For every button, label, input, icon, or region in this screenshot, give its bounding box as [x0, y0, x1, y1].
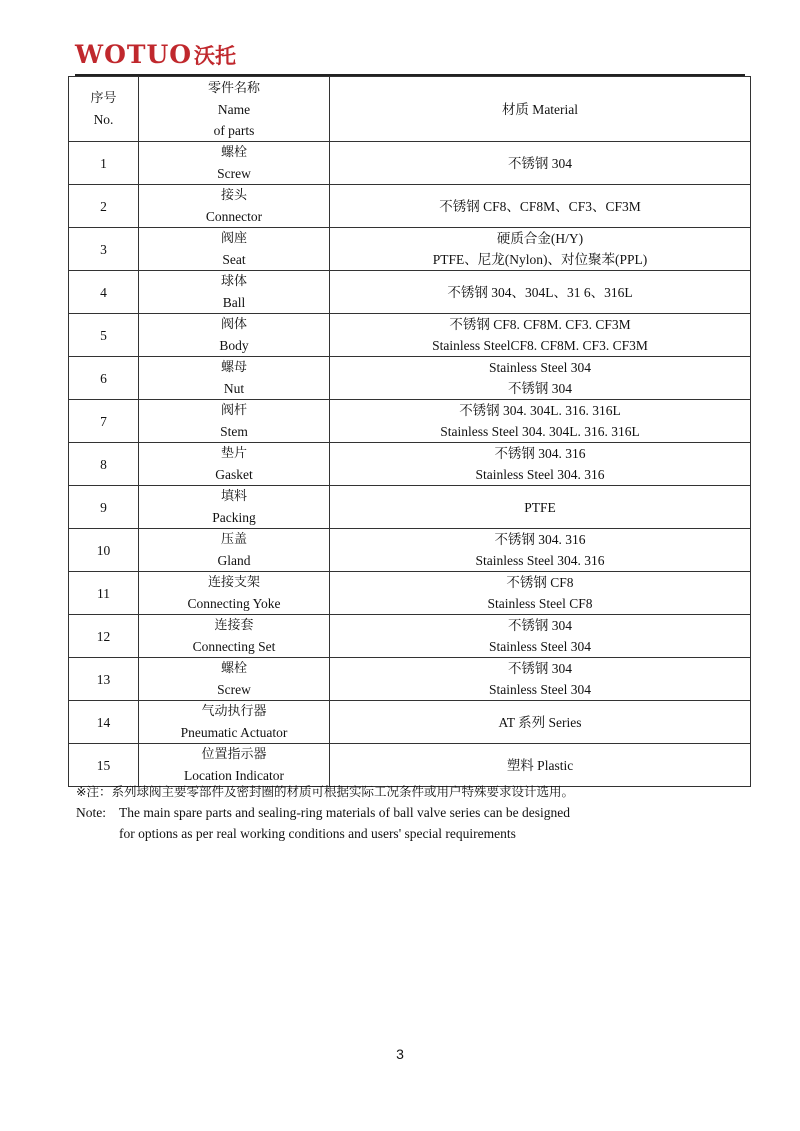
part-name-cn: 阀座: [220, 231, 247, 246]
part-number-cell: [69, 443, 139, 486]
part-name-en: Screw: [217, 682, 251, 697]
material-line: 不锈钢 304. 316: [494, 532, 586, 547]
part-number-cell: [69, 615, 139, 658]
part-name-en: Seat: [222, 252, 246, 267]
table-header-row: [69, 77, 751, 142]
part-name-cn: 球体: [220, 274, 247, 289]
part-number: 5: [100, 327, 107, 343]
part-number-cell: [69, 185, 139, 228]
material-cell: [330, 443, 751, 486]
part-number-cell: [69, 271, 139, 314]
material-line: Stainless Steel CF8: [487, 596, 593, 611]
notes-section: [76, 781, 756, 844]
material-line: PTFE、尼龙(Nylon)、对位聚苯(PPL): [432, 252, 648, 267]
part-number-cell: [69, 142, 139, 185]
page-number: 3: [396, 1046, 404, 1062]
header-name-en-2: of parts: [213, 122, 255, 138]
part-number-cell: [69, 228, 139, 271]
table-row: [69, 572, 751, 615]
part-name-cn: 连接套: [214, 618, 254, 633]
part-number: 12: [96, 628, 111, 644]
part-name-cn: 连接支架: [207, 575, 260, 590]
material-cell: [330, 529, 751, 572]
material-cell: [330, 228, 751, 271]
material-cell: [330, 185, 751, 228]
material-line: Stainless SteelCF8. CF8M. CF3. CF3M: [432, 338, 648, 353]
part-name-cell: [139, 357, 330, 400]
brand-name-chinese: 沃托: [194, 44, 237, 68]
part-name-en: Pneumatic Actuator: [180, 725, 288, 740]
part-name-cn: 螺栓: [220, 145, 247, 160]
part-name-en: Stem: [220, 424, 248, 439]
header-name-cell: [139, 77, 330, 142]
part-number: 14: [96, 714, 111, 730]
part-name-cell: [139, 615, 330, 658]
material-cell: [330, 658, 751, 701]
material-line: 不锈钢 CF8、CF8M、CF3、CF3M: [439, 198, 641, 214]
part-name-cell: [139, 185, 330, 228]
material-cell: [330, 486, 751, 529]
material-line: Stainless Steel 304: [489, 360, 591, 375]
material-line: Stainless Steel 304. 316: [475, 553, 605, 568]
part-name-cn: 接头: [220, 188, 247, 203]
part-name-cell: [139, 443, 330, 486]
part-name-en: Gland: [217, 553, 251, 568]
material-line: 不锈钢 304: [507, 155, 573, 171]
part-number-cell: [69, 701, 139, 744]
part-name-cell: [139, 529, 330, 572]
part-name-cell: [139, 271, 330, 314]
material-line: 不锈钢 304: [507, 618, 573, 633]
table-row: [69, 443, 751, 486]
brand-logo: [75, 40, 236, 70]
header-no-cn: 序号: [90, 91, 117, 106]
material-cell: [330, 615, 751, 658]
header-name-en-1: Name: [217, 101, 251, 117]
material-line: 不锈钢 304. 316: [494, 446, 586, 461]
material-line: Stainless Steel 304: [489, 682, 591, 697]
material-cell: [330, 701, 751, 744]
part-name-en: Ball: [222, 295, 246, 310]
table-row: [69, 271, 751, 314]
part-number-cell: [69, 572, 139, 615]
part-name-cell: [139, 400, 330, 443]
table-row: [69, 185, 751, 228]
part-name-cn: 位置指示器: [201, 747, 267, 762]
part-name-cn: 垫片: [220, 446, 247, 461]
table-row: [69, 701, 751, 744]
part-number: 11: [97, 585, 110, 601]
part-name-en: Location Indicator: [183, 768, 285, 783]
part-name-cell: [139, 701, 330, 744]
part-number-cell: [69, 314, 139, 357]
part-number: 10: [96, 542, 111, 558]
part-name-en: Connecting Set: [192, 639, 276, 654]
material-line: 不锈钢 CF8: [506, 575, 574, 590]
part-name-en: Gasket: [215, 467, 253, 482]
part-name-cell: [139, 572, 330, 615]
table-row: [69, 400, 751, 443]
material-cell: [330, 142, 751, 185]
part-name-cn: 阀体: [220, 317, 247, 332]
material-cell: [330, 572, 751, 615]
part-number: 1: [100, 155, 107, 171]
parts-material-table: [68, 76, 751, 787]
material-line: PTFE: [524, 499, 556, 515]
material-line: 硬质合金(H/Y): [496, 231, 584, 246]
material-line: AT 系列 Series: [498, 714, 582, 730]
brand-name-latin: WOTUO: [75, 40, 193, 69]
part-name-cell: [139, 314, 330, 357]
part-number-cell: [69, 658, 139, 701]
part-name-cell: [139, 486, 330, 529]
part-number: 8: [100, 456, 107, 472]
note-english-text-1: The main spare parts and sealing-ring materials of ball valve series can be designed: [119, 805, 570, 820]
note-english-line-1: [76, 802, 756, 823]
part-name-cell: [139, 658, 330, 701]
material-line: 不锈钢 304: [507, 661, 573, 676]
material-line: Stainless Steel 304: [489, 639, 591, 654]
note-english-line-2: for options as per real working conditions and users' special requirements: [119, 826, 516, 841]
table-body: [69, 77, 751, 787]
part-number: 7: [100, 413, 107, 429]
header-no-en: No.: [93, 112, 114, 127]
part-name-en: Packing: [212, 510, 256, 525]
material-line: 不锈钢 304: [507, 381, 573, 396]
table-row: [69, 142, 751, 185]
table-row: [69, 529, 751, 572]
part-name-cell: [139, 142, 330, 185]
material-cell: [330, 400, 751, 443]
part-number-cell: [69, 486, 139, 529]
part-name-cn: 压盖: [220, 532, 247, 547]
part-number: 6: [100, 370, 107, 386]
material-cell: [330, 271, 751, 314]
part-name-cn: 阀杆: [220, 403, 247, 418]
material-line: 不锈钢 CF8. CF8M. CF3. CF3M: [449, 317, 631, 332]
header-name-cn: 零件名称: [207, 80, 260, 96]
header-material-cell: [330, 77, 751, 142]
part-number-cell: [69, 357, 139, 400]
part-number-cell: [69, 400, 139, 443]
part-name-cn: 填料: [220, 489, 247, 504]
part-name-en: Connector: [205, 209, 263, 224]
part-name-cn: 螺栓: [220, 661, 247, 676]
table-row: [69, 615, 751, 658]
part-number: 13: [96, 671, 111, 687]
part-name-en: Connecting Yoke: [187, 596, 281, 611]
table-row: [69, 228, 751, 271]
material-line: 不锈钢 304、304L、31 6、316L: [447, 284, 633, 300]
table-row: [69, 486, 751, 529]
part-name-cn: 气动执行器: [201, 704, 267, 719]
material-line: 塑料 Plastic: [506, 757, 574, 773]
part-number: 4: [100, 284, 107, 300]
part-number-cell: [69, 529, 139, 572]
part-name-cell: [139, 228, 330, 271]
header-no-cell: [69, 77, 139, 142]
part-number: 9: [100, 499, 107, 515]
part-number: 3: [100, 241, 107, 257]
part-name-cn: 螺母: [220, 360, 247, 375]
part-name-en: Screw: [217, 166, 251, 181]
material-line: Stainless Steel 304. 316: [475, 467, 605, 482]
part-name-en: Body: [219, 338, 249, 353]
header-material: 材质 Material: [501, 101, 579, 117]
note-chinese: ※注：系列球阀主要零部件及密封圈的材质可根据实际工况条件或用户特殊要求设计选用。: [76, 784, 574, 799]
table-row: [69, 658, 751, 701]
material-line: Stainless Steel 304. 304L. 316. 316L: [440, 424, 640, 439]
table-row: [69, 314, 751, 357]
part-name-en: Nut: [223, 381, 245, 396]
table-row: [69, 357, 751, 400]
part-number: 2: [100, 198, 107, 214]
note-label: Note:: [76, 805, 106, 820]
material-line: 不锈钢 304. 304L. 316. 316L: [459, 403, 621, 418]
part-number: 15: [96, 757, 111, 773]
material-cell: [330, 357, 751, 400]
material-cell: [330, 314, 751, 357]
